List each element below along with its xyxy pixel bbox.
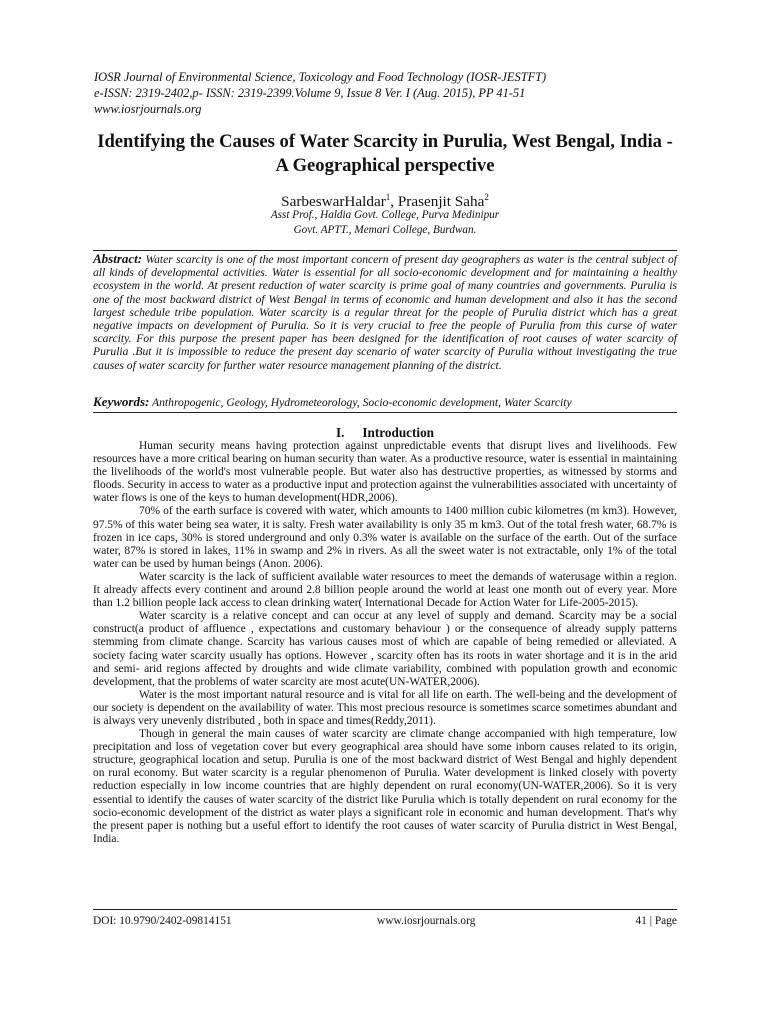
journal-name: IOSR Journal of Environmental Science, Toxicology and Food Technology (IOSR-JESTFT) — [94, 70, 547, 84]
paragraph: Human security means having protection against unpredictable events that disrupt lives and livelihoods. Few resources have a more critical bearing on human security than water. As a productive resource, water is essential in maintaining the livelihoods of the world's most vulnerable people. But water also has destructive properties, as witnessed by storms and floods. Security in access to water as a productive input and protection against the vulnerabilities associated with uncertainty of water flows is one of the keys to human development(HDR,2006). — [93, 440, 677, 505]
paragraph: Though in general the main causes of water scarcity are climate change accompanied with high temperature, low precipitation and loss of vegetation cover but every geographical area should have some inborn causes related to its origin, structure, geographical location and setup. Purulia is one of the most backward district of West Bengal and highly dependent on rural economy. But water scarcity is a regular phenomenon of Purulia. Water development is linked closely with poverty reduction especially in low income countries that are highly dependent on rural economy(UN-WATER,2006). So it is very essential to identify the causes of water scarcity of the district like Purulia which is totally dependent on rural economy for the socio-economic development of the district as water plays a significant role in economic and human development. That's why the present paper is nothing but a useful effort to identify the root causes of water scarcity of Purulia district in West Bengal, India. — [93, 728, 677, 845]
abstract-text: Water scarcity is one of the most important concern of present day geographers as water is the central subject of all kinds of developmental activities. Water is essential for all socio-economic development and for maintaining a healthy ecosystem in the world. At present reduction of water scarcity is prime goal of many countries and governments. Purulia is one of the most backward district of West Bengal in terms of economic and human development and also it has the second largest schedule tribe population. Water scarcity is a regular threat for the people of Purulia district which has a great negative impacts on development of Purulia. So it is very crucial to free the people of Purulia from this curse of water scarcity. For this purpose the present paper has been designed for the identification of root causes of water scarcity of Purulia .But it is impossible to reduce the present day scenario of water scarcity of Purulia without investigating the true causes of water scarcity for further water resource management planning of the district. — [93, 253, 677, 372]
paragraph: Water is the most important natural resource and is vital for all life on earth. The well-being and the development of our society is dependent on the availability of water. This most precious resource is sometimes scarce sometimes abundant and is always very unevenly distributed , both in space and times(Reddy,2011). — [93, 688, 677, 727]
keywords — [93, 394, 677, 410]
journal-header — [94, 69, 684, 117]
footer-doi: DOI: 10.9790/2402-09814151 — [93, 915, 232, 927]
section-heading — [90, 425, 680, 441]
divider — [93, 250, 677, 251]
section-title: Introduction — [362, 425, 434, 440]
author-name: SarbeswarHaldar — [281, 193, 386, 211]
page-footer — [93, 913, 677, 929]
body-text — [93, 440, 677, 846]
keywords-text: Anthropogenic, Geology, Hydrometeorology, Socio-economic development, Water Scarcity — [152, 396, 572, 409]
footer-website: www.iosrjournals.org — [377, 915, 476, 927]
affiliations — [90, 208, 680, 238]
affiliation-line: Govt. APTT., Memari College, Burdwan. — [293, 224, 477, 236]
abstract-label: Abstract: — [93, 251, 143, 266]
author-name: Prasenjit Saha — [397, 193, 485, 211]
journal-issn: e-ISSN: 2319-2402,p- ISSN: 2319-2399.Volume 9, Issue 8 Ver. I (Aug. 2015), PP 41-51 — [94, 86, 526, 100]
paragraph: Water scarcity is a relative concept and can occur at any level of supply and demand. Scarcity may be a social construct(a product of affluence , expectations and customary behaviour ) or the consequence of already supply patterns stemming from climate change. Scarcity has various causes most of which are capable of being remedied or alleviated. A society facing water scarcity usually has options. However , scarcity often has its roots in water shortage and it is in the arid and semi- arid regions affected by droughts and wide climate variability, combined with population growth and economic development, that the problems of water scarcity are most acute(UN-WATER,2006). — [93, 610, 677, 688]
author-superscript: 1 — [385, 192, 391, 202]
affiliation-line: Asst Prof., Haldia Govt. College, Purva Medinipur — [270, 209, 500, 221]
abstract — [93, 252, 677, 372]
author-superscript: 2 — [484, 192, 489, 202]
section-number: I. — [335, 425, 345, 440]
paper-title: Identifying the Causes of Water Scarcity in Purulia, West Bengal, India - A Geographical perspective — [97, 131, 673, 176]
paragraph: Water scarcity is the lack of sufficient available water resources to meet the demands of waterusage within a region. It already affects every continent and around 2.8 billion people around the world at least one month out of every year. More than 1.2 billion people lack access to clean drinking water( International Decade for Action Water for Life-2005-2015). — [93, 570, 677, 610]
journal-website: www.iosrjournals.org — [94, 102, 202, 116]
footer-divider — [93, 909, 677, 910]
page-number: 41 | Page — [635, 915, 677, 927]
keywords-label: Keywords: — [93, 394, 150, 409]
author-separator: , — [390, 193, 398, 211]
paragraph: 70% of the earth surface is covered with water, which amounts to 1400 million cubic kilometres (m km3). However, 97.5% of this water being sea water, it is salty. Fresh water availability is only 35 m km3. Out of the total fresh water, 68.7% is frozen in ice caps, 30% is stored underground and only 0.3% water is available on the surface of the earth. Out of the surface water, 87% is stored in lakes, 11% in swamp and 2% in rivers. As all the sweet water is not extractable, only 1% of the total water can be used by human beings (Anon. 2006). — [93, 505, 677, 570]
divider — [93, 412, 677, 413]
